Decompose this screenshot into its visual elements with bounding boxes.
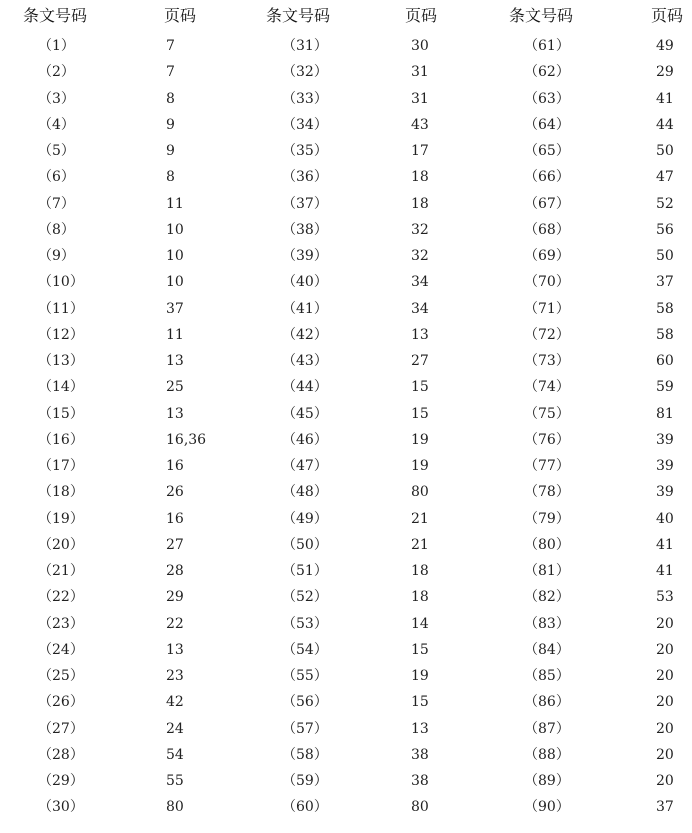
- page-number-cell: 32: [411, 248, 429, 264]
- page-number-cell: 9: [166, 116, 175, 133]
- page-number-cell: 19: [411, 668, 429, 684]
- table-row: [0, 769, 692, 795]
- page-number-cell: 9: [166, 143, 175, 159]
- clause-number-cell: （88）: [524, 746, 570, 763]
- page-number-cell: 43: [411, 116, 429, 133]
- clause-number-cell: （29）: [38, 773, 84, 789]
- clause-number-cell: （46）: [282, 431, 328, 448]
- page-number-cell: 60: [656, 353, 674, 369]
- page-number-cell: 26: [166, 484, 184, 501]
- clause-number-cell: （75）: [524, 405, 570, 422]
- table-row: [0, 585, 692, 611]
- clause-number-cell: （30）: [38, 799, 84, 816]
- page-number-cell: 54: [166, 746, 184, 763]
- table-row: [0, 244, 692, 270]
- page-number-cell: 38: [411, 773, 429, 789]
- clause-number-cell: （43）: [282, 353, 328, 369]
- clause-number-cell: （79）: [524, 510, 570, 527]
- page-number-cell: 13: [166, 405, 184, 422]
- page-number-cell: 8: [166, 169, 175, 186]
- clause-number-cell: （58）: [282, 746, 328, 763]
- clause-number-cell: （80）: [524, 536, 570, 553]
- table-row: [0, 690, 692, 716]
- page-number-cell: 18: [411, 195, 429, 212]
- page-number-cell: 37: [656, 274, 674, 291]
- header-page-number-2: 页码: [405, 6, 438, 25]
- table-row: [0, 507, 692, 533]
- page-number-cell: 52: [656, 195, 674, 212]
- page-number-cell: 50: [656, 143, 674, 159]
- page-number-cell: 55: [166, 773, 184, 789]
- table-row: [0, 480, 692, 506]
- page-number-cell: 18: [411, 563, 429, 579]
- page-number-cell: 11: [166, 195, 184, 212]
- page-number-cell: 16: [166, 458, 184, 474]
- clause-number-cell: （81）: [524, 563, 570, 579]
- table-row: [0, 323, 692, 349]
- clause-number-cell: （38）: [282, 221, 328, 238]
- page-number-cell: 13: [166, 353, 184, 369]
- table-row: [0, 612, 692, 638]
- clause-number-cell: （90）: [524, 799, 570, 816]
- clause-number-cell: （78）: [524, 484, 570, 501]
- page-number-cell: 15: [411, 405, 429, 422]
- index-table-body: [0, 34, 692, 822]
- clause-number-cell: （67）: [524, 195, 570, 212]
- clause-number-cell: （11）: [38, 300, 84, 317]
- clause-number-cell: （2）: [38, 64, 75, 81]
- page-number-cell: 13: [411, 720, 429, 737]
- clause-number-cell: （85）: [524, 668, 570, 684]
- clause-number-cell: （6）: [38, 169, 75, 186]
- table-row: [0, 559, 692, 585]
- clause-number-cell: （8）: [38, 221, 75, 238]
- page-number-cell: 18: [411, 169, 429, 186]
- page-number-cell: 25: [166, 379, 184, 396]
- page-number-cell: 20: [656, 773, 674, 789]
- clause-number-cell: （68）: [524, 221, 570, 238]
- clause-number-cell: （34）: [282, 116, 328, 133]
- page-number-cell: 80: [411, 484, 429, 501]
- clause-number-cell: （55）: [282, 668, 328, 684]
- page-number-cell: 50: [656, 248, 674, 264]
- page-number-cell: 56: [656, 221, 674, 238]
- page-number-cell: 19: [411, 458, 429, 474]
- clause-number-cell: （59）: [282, 773, 328, 789]
- header-clause-number-1: 条文号码: [23, 6, 88, 25]
- page-number-cell: 80: [166, 799, 184, 816]
- clause-number-cell: （1）: [38, 38, 75, 54]
- clause-number-cell: （26）: [38, 694, 84, 711]
- page-number-cell: 34: [411, 274, 429, 291]
- page-number-cell: 41: [656, 90, 674, 107]
- clause-number-cell: （15）: [38, 405, 84, 422]
- page-number-cell: 81: [656, 405, 674, 422]
- header-clause-number-3: 条文号码: [509, 6, 574, 25]
- clause-number-cell: （63）: [524, 90, 570, 107]
- page-number-cell: 31: [411, 90, 429, 107]
- clause-number-cell: （18）: [38, 484, 84, 501]
- clause-number-cell: （86）: [524, 694, 570, 711]
- page-number-cell: 15: [411, 641, 429, 658]
- page-number-cell: 24: [166, 720, 184, 737]
- clause-number-cell: （82）: [524, 589, 570, 606]
- clause-number-cell: （24）: [38, 641, 84, 658]
- clause-number-cell: （37）: [282, 195, 328, 212]
- table-row: [0, 113, 692, 139]
- clause-number-cell: （54）: [282, 641, 328, 658]
- header-page-number-1: 页码: [164, 6, 197, 25]
- clause-number-cell: （33）: [282, 90, 328, 107]
- table-row: [0, 34, 692, 60]
- table-row: [0, 349, 692, 375]
- clause-number-cell: （13）: [38, 353, 84, 369]
- clause-number-cell: （74）: [524, 379, 570, 396]
- clause-number-cell: （22）: [38, 589, 84, 606]
- page-number-cell: 41: [656, 563, 674, 579]
- clause-number-cell: （47）: [282, 458, 328, 474]
- clause-number-cell: （51）: [282, 563, 328, 579]
- table-row: [0, 795, 692, 821]
- table-row: [0, 402, 692, 428]
- clause-number-cell: （73）: [524, 353, 570, 369]
- clause-number-cell: （35）: [282, 143, 328, 159]
- page-number-cell: 30: [411, 38, 429, 54]
- table-row: [0, 218, 692, 244]
- header-clause-number-2: 条文号码: [266, 6, 331, 25]
- page-number-cell: 41: [656, 536, 674, 553]
- clause-number-cell: （28）: [38, 746, 84, 763]
- clause-number-cell: （14）: [38, 379, 84, 396]
- clause-number-cell: （76）: [524, 431, 570, 448]
- page-number-cell: 10: [166, 221, 184, 238]
- table-row: [0, 297, 692, 323]
- clause-number-cell: （50）: [282, 536, 328, 553]
- page-number-cell: 7: [166, 38, 175, 54]
- clause-number-cell: （44）: [282, 379, 328, 396]
- page-number-cell: 39: [656, 458, 674, 474]
- page-number-cell: 10: [166, 274, 184, 291]
- table-row: [0, 638, 692, 664]
- clause-number-cell: （61）: [524, 38, 570, 54]
- header-page-number-3: 页码: [651, 6, 684, 25]
- clause-number-cell: （49）: [282, 510, 328, 527]
- clause-number-cell: （52）: [282, 589, 328, 606]
- page-number-cell: 7: [166, 64, 175, 81]
- clause-number-cell: （53）: [282, 615, 328, 632]
- table-row: [0, 428, 692, 454]
- page-number-cell: 14: [411, 615, 429, 632]
- page-number-cell: 20: [656, 746, 674, 763]
- clause-number-cell: （45）: [282, 405, 328, 422]
- clause-number-cell: （19）: [38, 510, 84, 527]
- page-number-cell: 20: [656, 615, 674, 632]
- clause-number-cell: （56）: [282, 694, 328, 711]
- clause-number-cell: （70）: [524, 274, 570, 291]
- page-number-cell: 11: [166, 326, 184, 343]
- page-number-cell: 38: [411, 746, 429, 763]
- table-row: [0, 192, 692, 218]
- clause-number-cell: （4）: [38, 116, 75, 133]
- page-number-cell: 32: [411, 221, 429, 238]
- page-number-cell: 28: [166, 563, 184, 579]
- clause-number-cell: （42）: [282, 326, 328, 343]
- page-number-cell: 37: [656, 799, 674, 816]
- clause-number-cell: （5）: [38, 143, 75, 159]
- table-row: [0, 743, 692, 769]
- page-number-cell: 8: [166, 90, 175, 107]
- page-number-cell: 31: [411, 64, 429, 81]
- clause-number-cell: （25）: [38, 668, 84, 684]
- page-number-cell: 18: [411, 589, 429, 606]
- table-row: [0, 270, 692, 296]
- page-number-cell: 17: [411, 143, 429, 159]
- page-number-cell: 34: [411, 300, 429, 317]
- page-number-cell: 27: [166, 536, 184, 553]
- page-number-cell: 80: [411, 799, 429, 816]
- clause-number-cell: （57）: [282, 720, 328, 737]
- table-row: [0, 664, 692, 690]
- clause-number-cell: （10）: [38, 274, 84, 291]
- table-header: [0, 4, 692, 30]
- table-row: [0, 454, 692, 480]
- clause-number-cell: （3）: [38, 90, 75, 107]
- page-number-cell: 20: [656, 720, 674, 737]
- clause-number-cell: （16）: [38, 431, 84, 448]
- table-row: [0, 375, 692, 401]
- page-number-cell: 13: [166, 641, 184, 658]
- page-number-cell: 21: [411, 510, 429, 527]
- clause-number-cell: （39）: [282, 248, 328, 264]
- table-row: [0, 165, 692, 191]
- clause-number-cell: （41）: [282, 300, 328, 317]
- page-number-cell: 20: [656, 694, 674, 711]
- page-number-cell: 49: [656, 38, 674, 54]
- clause-number-cell: （17）: [38, 458, 84, 474]
- page-number-cell: 16: [166, 510, 184, 527]
- clause-number-cell: （36）: [282, 169, 328, 186]
- page-number-cell: 23: [166, 668, 184, 684]
- page-number-cell: 22: [166, 615, 184, 632]
- clause-number-cell: （27）: [38, 720, 84, 737]
- clause-number-cell: （87）: [524, 720, 570, 737]
- page-number-cell: 58: [656, 300, 674, 317]
- page-number-cell: 44: [656, 116, 674, 133]
- page-number-cell: 47: [656, 169, 674, 186]
- page-number-cell: 42: [166, 694, 184, 711]
- page-number-cell: 19: [411, 431, 429, 448]
- clause-number-cell: （64）: [524, 116, 570, 133]
- page-number-cell: 37: [166, 300, 184, 317]
- page-number-cell: 10: [166, 248, 184, 264]
- table-row: [0, 717, 692, 743]
- clause-number-cell: （84）: [524, 641, 570, 658]
- clause-number-cell: （83）: [524, 615, 570, 632]
- clause-number-cell: （71）: [524, 300, 570, 317]
- page-number-cell: 58: [656, 326, 674, 343]
- table-row: [0, 139, 692, 165]
- page-number-cell: 29: [166, 589, 184, 606]
- page-number-cell: 15: [411, 694, 429, 711]
- page-number-cell: 39: [656, 431, 674, 448]
- page-number-cell: 15: [411, 379, 429, 396]
- page-number-cell: 13: [411, 326, 429, 343]
- page-number-cell: 59: [656, 379, 674, 396]
- clause-number-cell: （48）: [282, 484, 328, 501]
- clause-number-cell: （23）: [38, 615, 84, 632]
- clause-number-cell: （66）: [524, 169, 570, 186]
- clause-number-cell: （7）: [38, 195, 75, 212]
- clause-number-cell: （77）: [524, 458, 570, 474]
- page-number-cell: 16,36: [166, 431, 207, 448]
- page-number-cell: 40: [656, 510, 674, 527]
- page-number-cell: 53: [656, 589, 674, 606]
- page-number-cell: 39: [656, 484, 674, 501]
- page-number-cell: 20: [656, 641, 674, 658]
- clause-number-cell: （62）: [524, 64, 570, 81]
- clause-number-cell: （89）: [524, 773, 570, 789]
- clause-number-cell: （72）: [524, 326, 570, 343]
- table-row: [0, 87, 692, 113]
- clause-number-cell: （9）: [38, 248, 75, 264]
- clause-number-cell: （60）: [282, 799, 328, 816]
- clause-number-cell: （12）: [38, 326, 84, 343]
- table-row: [0, 533, 692, 559]
- table-row: [0, 60, 692, 86]
- clause-number-cell: （32）: [282, 64, 328, 81]
- page-number-cell: 29: [656, 64, 674, 81]
- clause-number-cell: （20）: [38, 536, 84, 553]
- clause-number-cell: （69）: [524, 248, 570, 264]
- clause-number-cell: （21）: [38, 563, 84, 579]
- page-number-cell: 27: [411, 353, 429, 369]
- page-number-cell: 20: [656, 668, 674, 684]
- clause-number-cell: （65）: [524, 143, 570, 159]
- clause-number-cell: （31）: [282, 38, 328, 54]
- clause-number-cell: （40）: [282, 274, 328, 291]
- page-number-cell: 21: [411, 536, 429, 553]
